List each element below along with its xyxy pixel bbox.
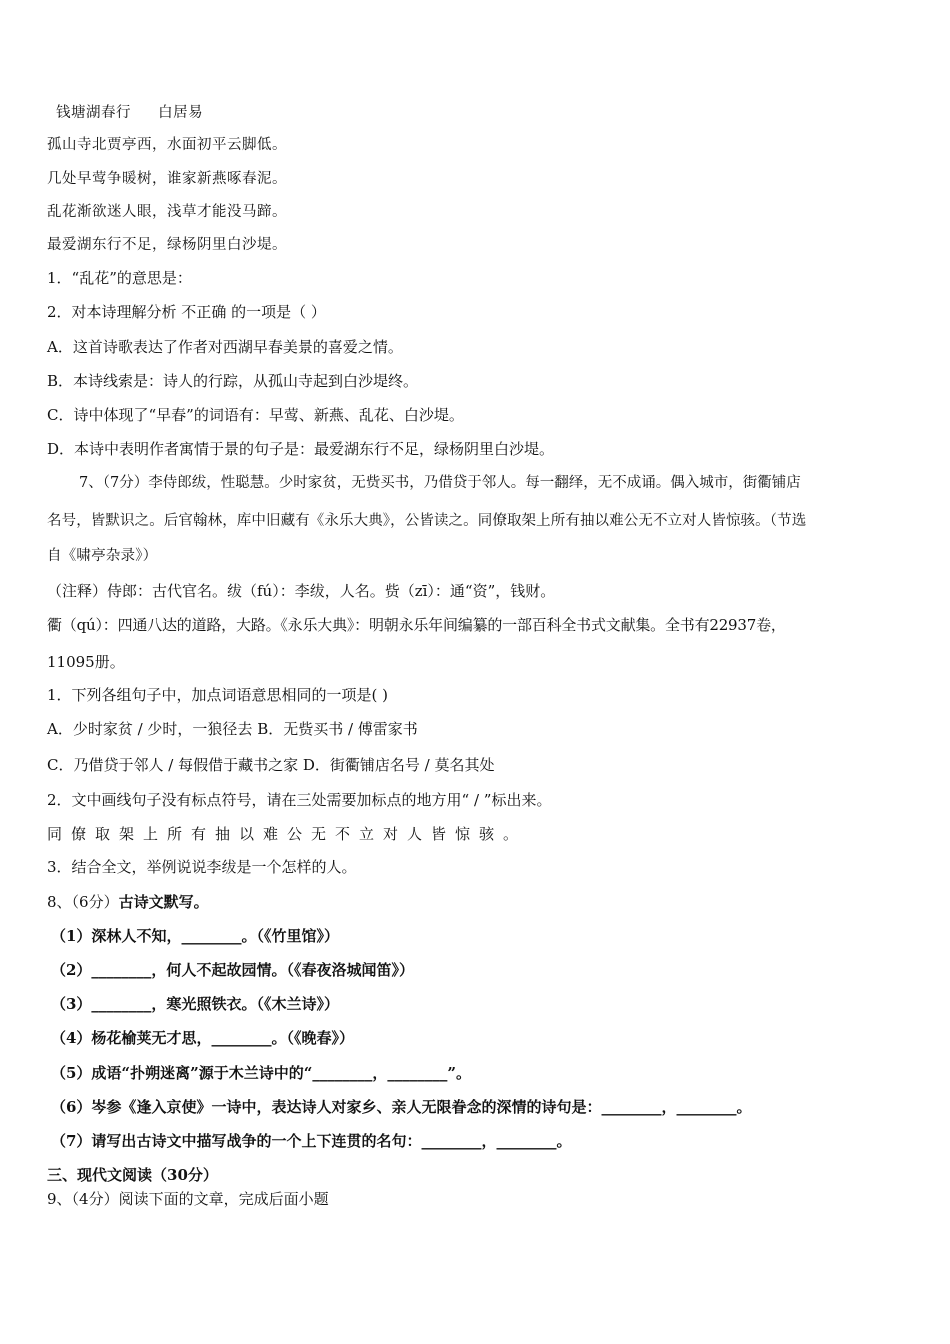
q9-heading: 9、（4分）阅读下面的文章，完成后面小题 — [47, 1190, 329, 1208]
q8-heading-number: 8、（6分） — [47, 893, 119, 911]
poem-line-3: 乱花渐欲迷人眼，浅草才能没马蹄。 — [47, 204, 287, 220]
q7-underlined-sentence: 同僚取架上所有抽以难公无不立对人皆惊骇。 — [47, 825, 528, 843]
q7-note-line-1: （注释）侍郎：古代官名。绂（fú）：李绂，人名。赀（zī）：通“资”，钱财。 — [47, 582, 556, 600]
poem-author: 白居易 — [158, 105, 204, 121]
poem-question-2: 2．对本诗理解分析 不正确 的一项是（ ） — [47, 303, 326, 321]
q8-item-4: （4）杨花榆荚无才思，________。（《晚春》） — [51, 1029, 354, 1047]
q7-question-3: 3．结合全文，举例说说李绂是一个怎样的人。 — [47, 858, 357, 876]
poem-question-1: 1．“乱花”的意思是： — [47, 269, 192, 287]
q8-item-1: （1）深林人不知，________。（《竹里馆》） — [51, 927, 339, 945]
q8-heading-title: 古诗文默写。 — [118, 893, 209, 911]
section-3-title: 三、现代文阅读（30分） — [47, 1166, 218, 1184]
q7-passage-line-3: 自《啸亭杂录》） — [47, 548, 158, 564]
poem-line-1: 孤山寺北贾亭西，水面初平云脚低。 — [47, 137, 287, 153]
q7-note-line-2: 衢（qú）：四通八达的道路，大路。《永乐大典》：明朝永乐年间编纂的一部百科全书式文献集。全书有22937卷， — [47, 616, 786, 634]
poem-option-d: D．本诗中表明作者寓情于景的句子是：最爱湖东行不足，绿杨阴里白沙堤。 — [47, 440, 555, 458]
q8-item-5: （5）成语“扑朔迷离”源于木兰诗中的“________，________”。 — [51, 1064, 471, 1082]
q8-item-6: （6）岑参《逢入京使》一诗中，表达诗人对家乡、亲人无限眷念的深情的诗句是：________，________。 — [51, 1098, 752, 1116]
q7-options-ab: A．少时家贫 / 少时，一狼径去 B．无赀买书 / 傅雷家书 — [47, 720, 418, 738]
q7-question-2: 2．文中画线句子没有标点符号，请在三处需要加标点的地方用“ / ”标出来。 — [47, 791, 552, 809]
poem-line-4: 最爱湖东行不足，绿杨阴里白沙堤。 — [47, 237, 287, 253]
poem-header — [56, 101, 203, 122]
q7-note-line-3: 11095册。 — [47, 653, 125, 671]
poem-title: 钱塘湖春行 — [56, 105, 131, 121]
q7-question-1: 1．下列各组句子中，加点词语意思相同的一项是( ) — [47, 686, 389, 704]
poem-option-a: A．这首诗歌表达了作者对西湖早春美景的喜爱之情。 — [47, 338, 403, 356]
poem-option-c: C．诗中体现了“早春”的词语有：早莺、新燕、乱花、白沙堤。 — [47, 406, 464, 424]
q7-passage-line-2: 名号，皆默识之。后官翰林，库中旧藏有《永乐大典》，公皆读之。同僚取架上所有抽以难公无不立对人皆惊骇。（节选 — [47, 513, 807, 529]
poem-option-b: B．本诗线索是：诗人的行踪，从孤山寺起到白沙堤终。 — [47, 372, 419, 390]
q8-item-2: （2）________，何人不起故园情。（《春夜洛城闻笛》） — [51, 961, 414, 979]
q8-item-3: （3）________，寒光照铁衣。（《木兰诗》） — [51, 995, 339, 1013]
q8-heading — [47, 892, 209, 912]
q7-options-cd: C．乃借贷于邻人 / 每假借于藏书之家 D．街衢铺店名号 / 莫名其处 — [47, 756, 495, 774]
q7-passage-line-1: 7、（7分）李侍郎绂，性聪慧。少时家贫，无赀买书，乃借贷于邻人。每一翻绎，无不成诵。偶入城市，街衢铺店 — [79, 475, 801, 491]
q8-item-7: （7）请写出古诗文中描写战争的一个上下连贯的名句：________，________。 — [51, 1132, 572, 1150]
poem-line-2: 几处早莺争暖树，谁家新燕啄春泥。 — [47, 171, 287, 187]
